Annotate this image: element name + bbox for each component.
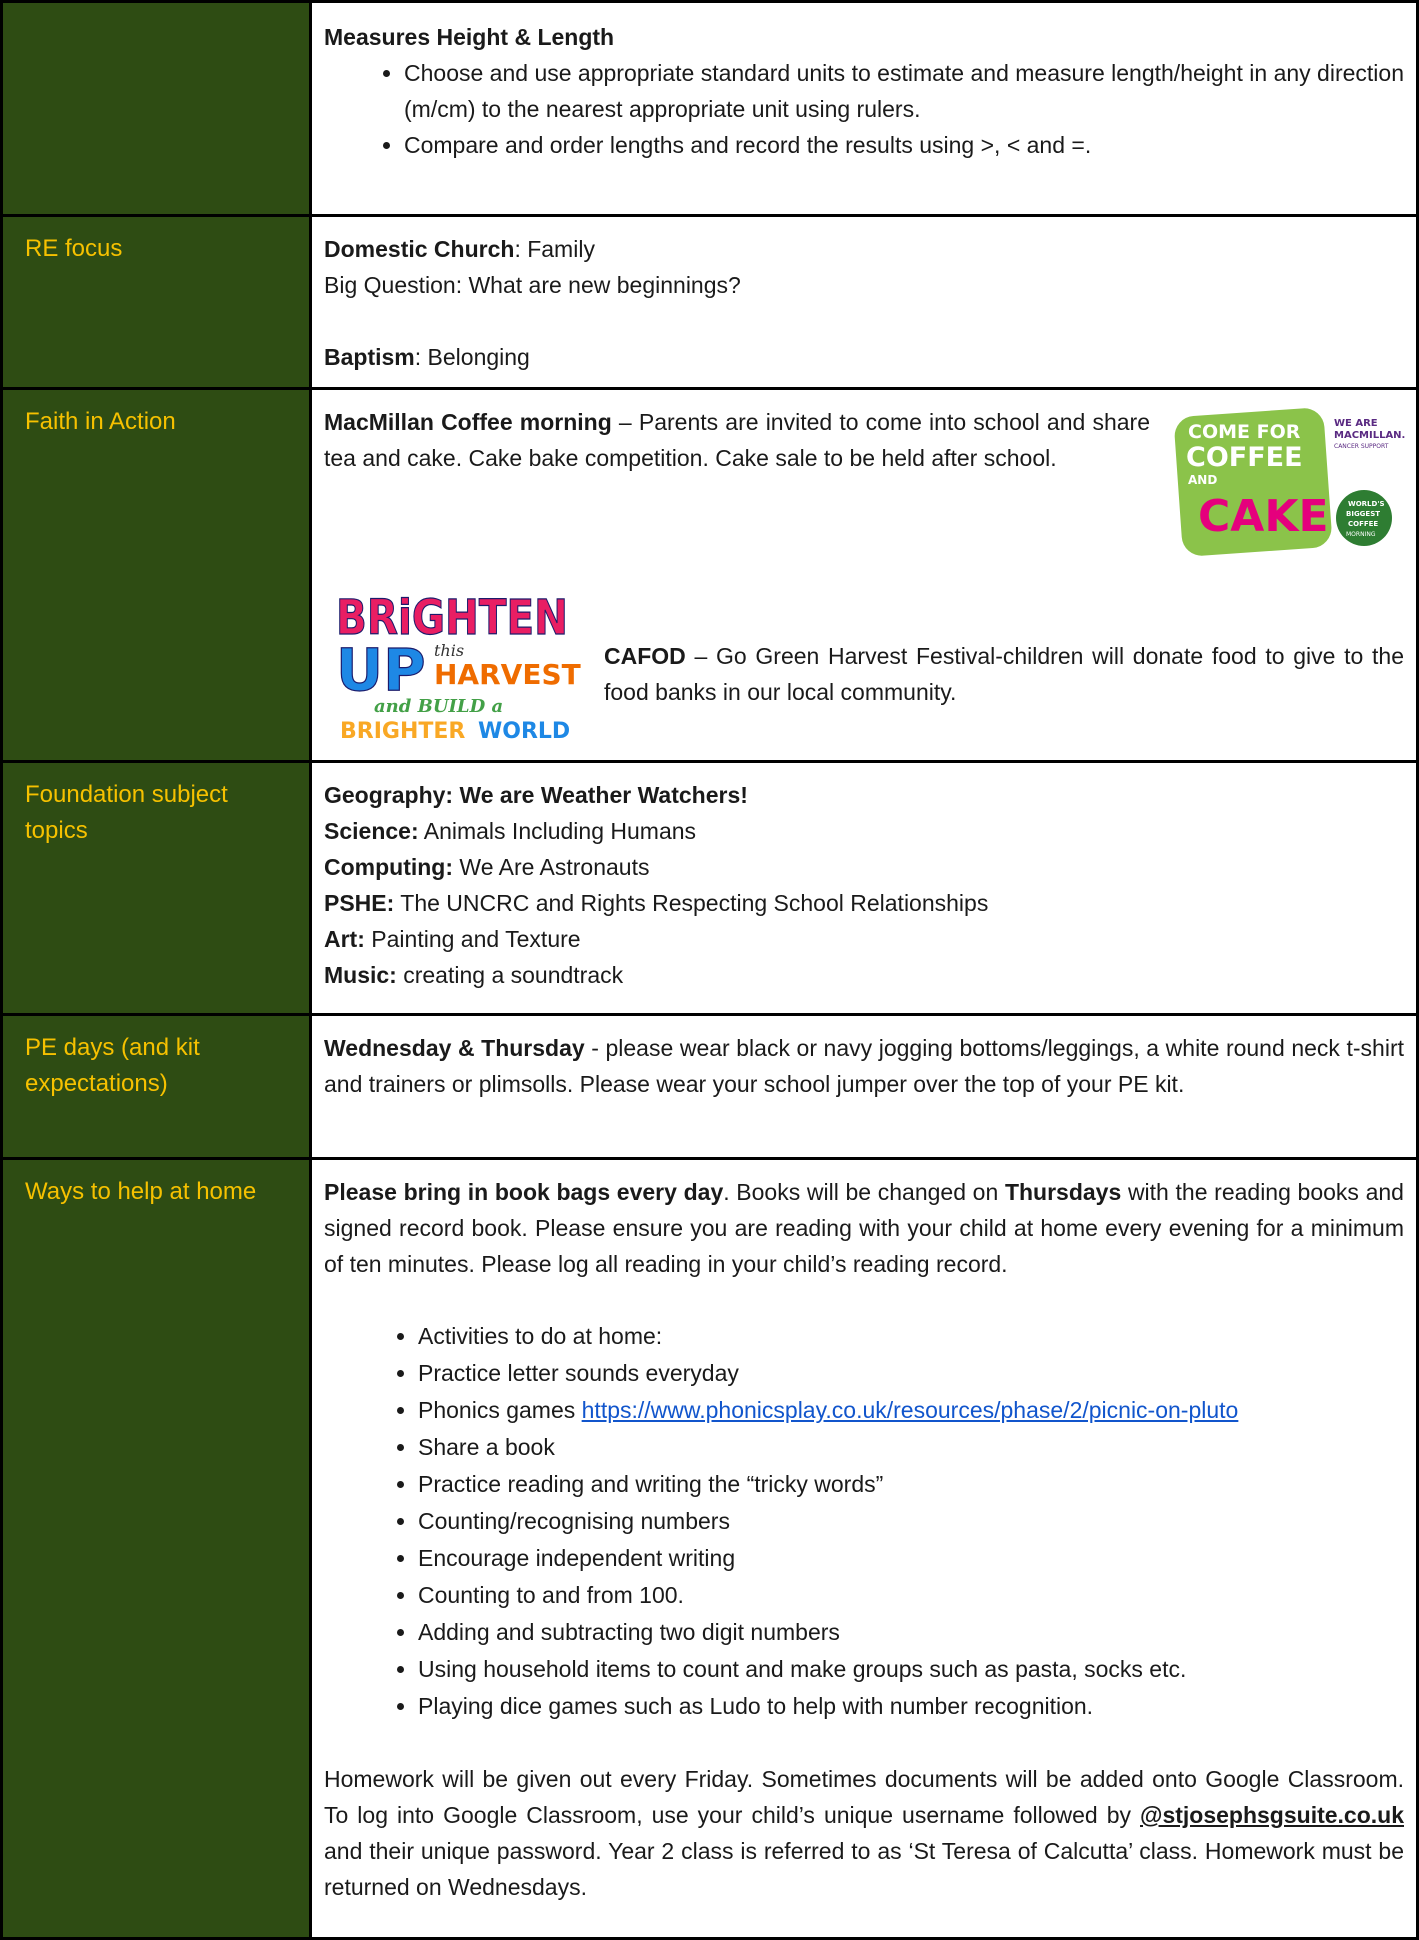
row-re-focus bbox=[2, 216, 1418, 389]
subject-line: PSHE: The UNCRC and Rights Respecting School Relationships bbox=[324, 890, 989, 916]
row-pe-days bbox=[2, 1015, 1418, 1159]
activities-list bbox=[324, 1318, 1404, 1725]
subject-line: Art: Painting and Texture bbox=[324, 926, 581, 952]
svg-text:WORLD: WORLD bbox=[478, 719, 571, 744]
label-pe-days: PE days (and kit expectations) bbox=[2, 1015, 311, 1159]
svg-text:COFFEE: COFFEE bbox=[1186, 442, 1303, 473]
list-item: • Share a book bbox=[418, 1429, 1404, 1466]
content-faith-in-action bbox=[311, 389, 1418, 762]
list-item: • Phonics games https://www.phonicsplay.co.uk/resources/phase/2/picnic-on-pluto bbox=[418, 1392, 1404, 1429]
svg-text:UP: UP bbox=[336, 636, 426, 704]
svg-text:and BUILD a: and BUILD a bbox=[374, 696, 504, 717]
label-re-focus: RE focus bbox=[2, 216, 311, 389]
macmillan-coffee-logo bbox=[1168, 406, 1404, 556]
label-help-at-home: Ways to help at home bbox=[2, 1159, 311, 1939]
svg-text:MORNING: MORNING bbox=[1346, 531, 1376, 538]
big-question: Big Question: What are new beginnings? bbox=[324, 272, 741, 298]
list-item: • Activities to do at home: bbox=[418, 1318, 1404, 1355]
svg-text:CAKE: CAKE bbox=[1198, 491, 1329, 542]
content-re-focus bbox=[311, 216, 1418, 389]
list-item: • Counting to and from 100. bbox=[418, 1577, 1404, 1614]
svg-text:WORLD'S: WORLD'S bbox=[1348, 500, 1385, 508]
label-foundation-subjects: Foundation subject topics bbox=[2, 762, 311, 1015]
svg-text:this: this bbox=[434, 641, 465, 660]
svg-text:BIGGEST: BIGGEST bbox=[1346, 510, 1381, 518]
content-pe-days bbox=[311, 1015, 1418, 1159]
svg-text:AND: AND bbox=[1188, 473, 1218, 487]
subject-line: Science: Animals Including Humans bbox=[324, 818, 697, 844]
list-item: • Counting/recognising numbers bbox=[418, 1503, 1404, 1540]
list-item: • Playing dice games such as Ludo to help with number recognition. bbox=[418, 1688, 1404, 1725]
baptism-line: Baptism: Belonging bbox=[324, 344, 530, 370]
homework-paragraph: Homework will be given out every Friday. Sometimes documents will be added onto Google Classroom. To log into Google Classroom, use your child’s unique username followed by @stjosephsgsuite.co.uk and their unique password. Year 2 class is referred to as ‘St Teresa of Calcutta’ class. Homework must be returned on Wednesdays. bbox=[324, 1766, 1404, 1900]
pe-paragraph: Wednesday & Thursday - please wear black or navy jogging bottoms/leggings, a white round neck t-shirt and trainers or plimsolls. Please wear your school jumper over the top of your PE kit. bbox=[324, 1035, 1404, 1097]
list-item: • Adding and subtracting two digit numbers bbox=[418, 1614, 1404, 1651]
list-item: • Practice letter sounds everyday bbox=[418, 1355, 1404, 1392]
svg-text:MACMILLAN.: MACMILLAN. bbox=[1334, 430, 1406, 441]
svg-text:WE ARE: WE ARE bbox=[1334, 418, 1378, 429]
list-item: • Encourage independent writing bbox=[418, 1540, 1404, 1577]
macmillan-paragraph: MacMillan Coffee morning – Parents are invited to come into school and share tea and cake. Cake bake competition. Cake sale to be held after school. bbox=[324, 409, 1150, 471]
svg-text:BRiGHTEN: BRiGHTEN bbox=[336, 590, 568, 646]
brighten-up-harvest-logo bbox=[330, 584, 581, 744]
svg-text:COME FOR: COME FOR bbox=[1188, 421, 1301, 443]
measures-list bbox=[324, 55, 1404, 163]
content-measures bbox=[311, 2, 1418, 216]
row-faith-in-action bbox=[2, 389, 1418, 762]
content-foundation-subjects bbox=[311, 762, 1418, 1015]
list-item: • Using household items to count and make groups such as pasta, socks etc. bbox=[418, 1651, 1404, 1688]
svg-text:COFFEE: COFFEE bbox=[1348, 520, 1379, 528]
gsuite-email: @stjosephsgsuite.co.uk bbox=[1140, 1802, 1404, 1828]
label-cell-empty bbox=[2, 2, 311, 216]
domestic-church-line: Domestic Church: Family bbox=[324, 236, 595, 262]
row-measures bbox=[2, 2, 1418, 216]
row-foundation-subjects bbox=[2, 762, 1418, 1015]
subject-line: Computing: We Are Astronauts bbox=[324, 854, 650, 880]
cafod-paragraph: CAFOD – Go Green Harvest Festival-children will donate food to give to the food banks in our local community. bbox=[604, 643, 1404, 705]
label-faith-in-action: Faith in Action bbox=[2, 389, 311, 762]
subject-line: Music: creating a soundtrack bbox=[324, 962, 624, 988]
list-item: • Practice reading and writing the “tricky words” bbox=[418, 1466, 1404, 1503]
svg-text:CANCER SUPPORT: CANCER SUPPORT bbox=[1334, 443, 1389, 450]
row-help-at-home bbox=[2, 1159, 1418, 1939]
content-help-at-home bbox=[311, 1159, 1418, 1939]
geography-heading: Geography: We are Weather Watchers! bbox=[324, 782, 748, 808]
measures-heading: Measures Height & Length bbox=[324, 24, 615, 50]
list-item: • Choose and use appropriate standard units to estimate and measure length/height in any direction (m/cm) to the nearest appropriate unit using rulers. bbox=[404, 55, 1404, 127]
phonics-link[interactable]: https://www.phonicsplay.co.uk/resources/phase/2/picnic-on-pluto bbox=[581, 1397, 1239, 1423]
svg-text:HARVEST: HARVEST bbox=[434, 658, 581, 691]
list-item: • Compare and order lengths and record the results using >, < and =. bbox=[404, 127, 1404, 163]
svg-text:BRIGHTER: BRIGHTER bbox=[340, 719, 466, 744]
book-bags-paragraph: Please bring in book bags every day. Books will be changed on Thursdays with the reading books and signed record book. Please ensure you are reading with your child at home every evening for a minimum of ten minutes. Please log all reading in your child’s reading record. bbox=[324, 1179, 1404, 1277]
